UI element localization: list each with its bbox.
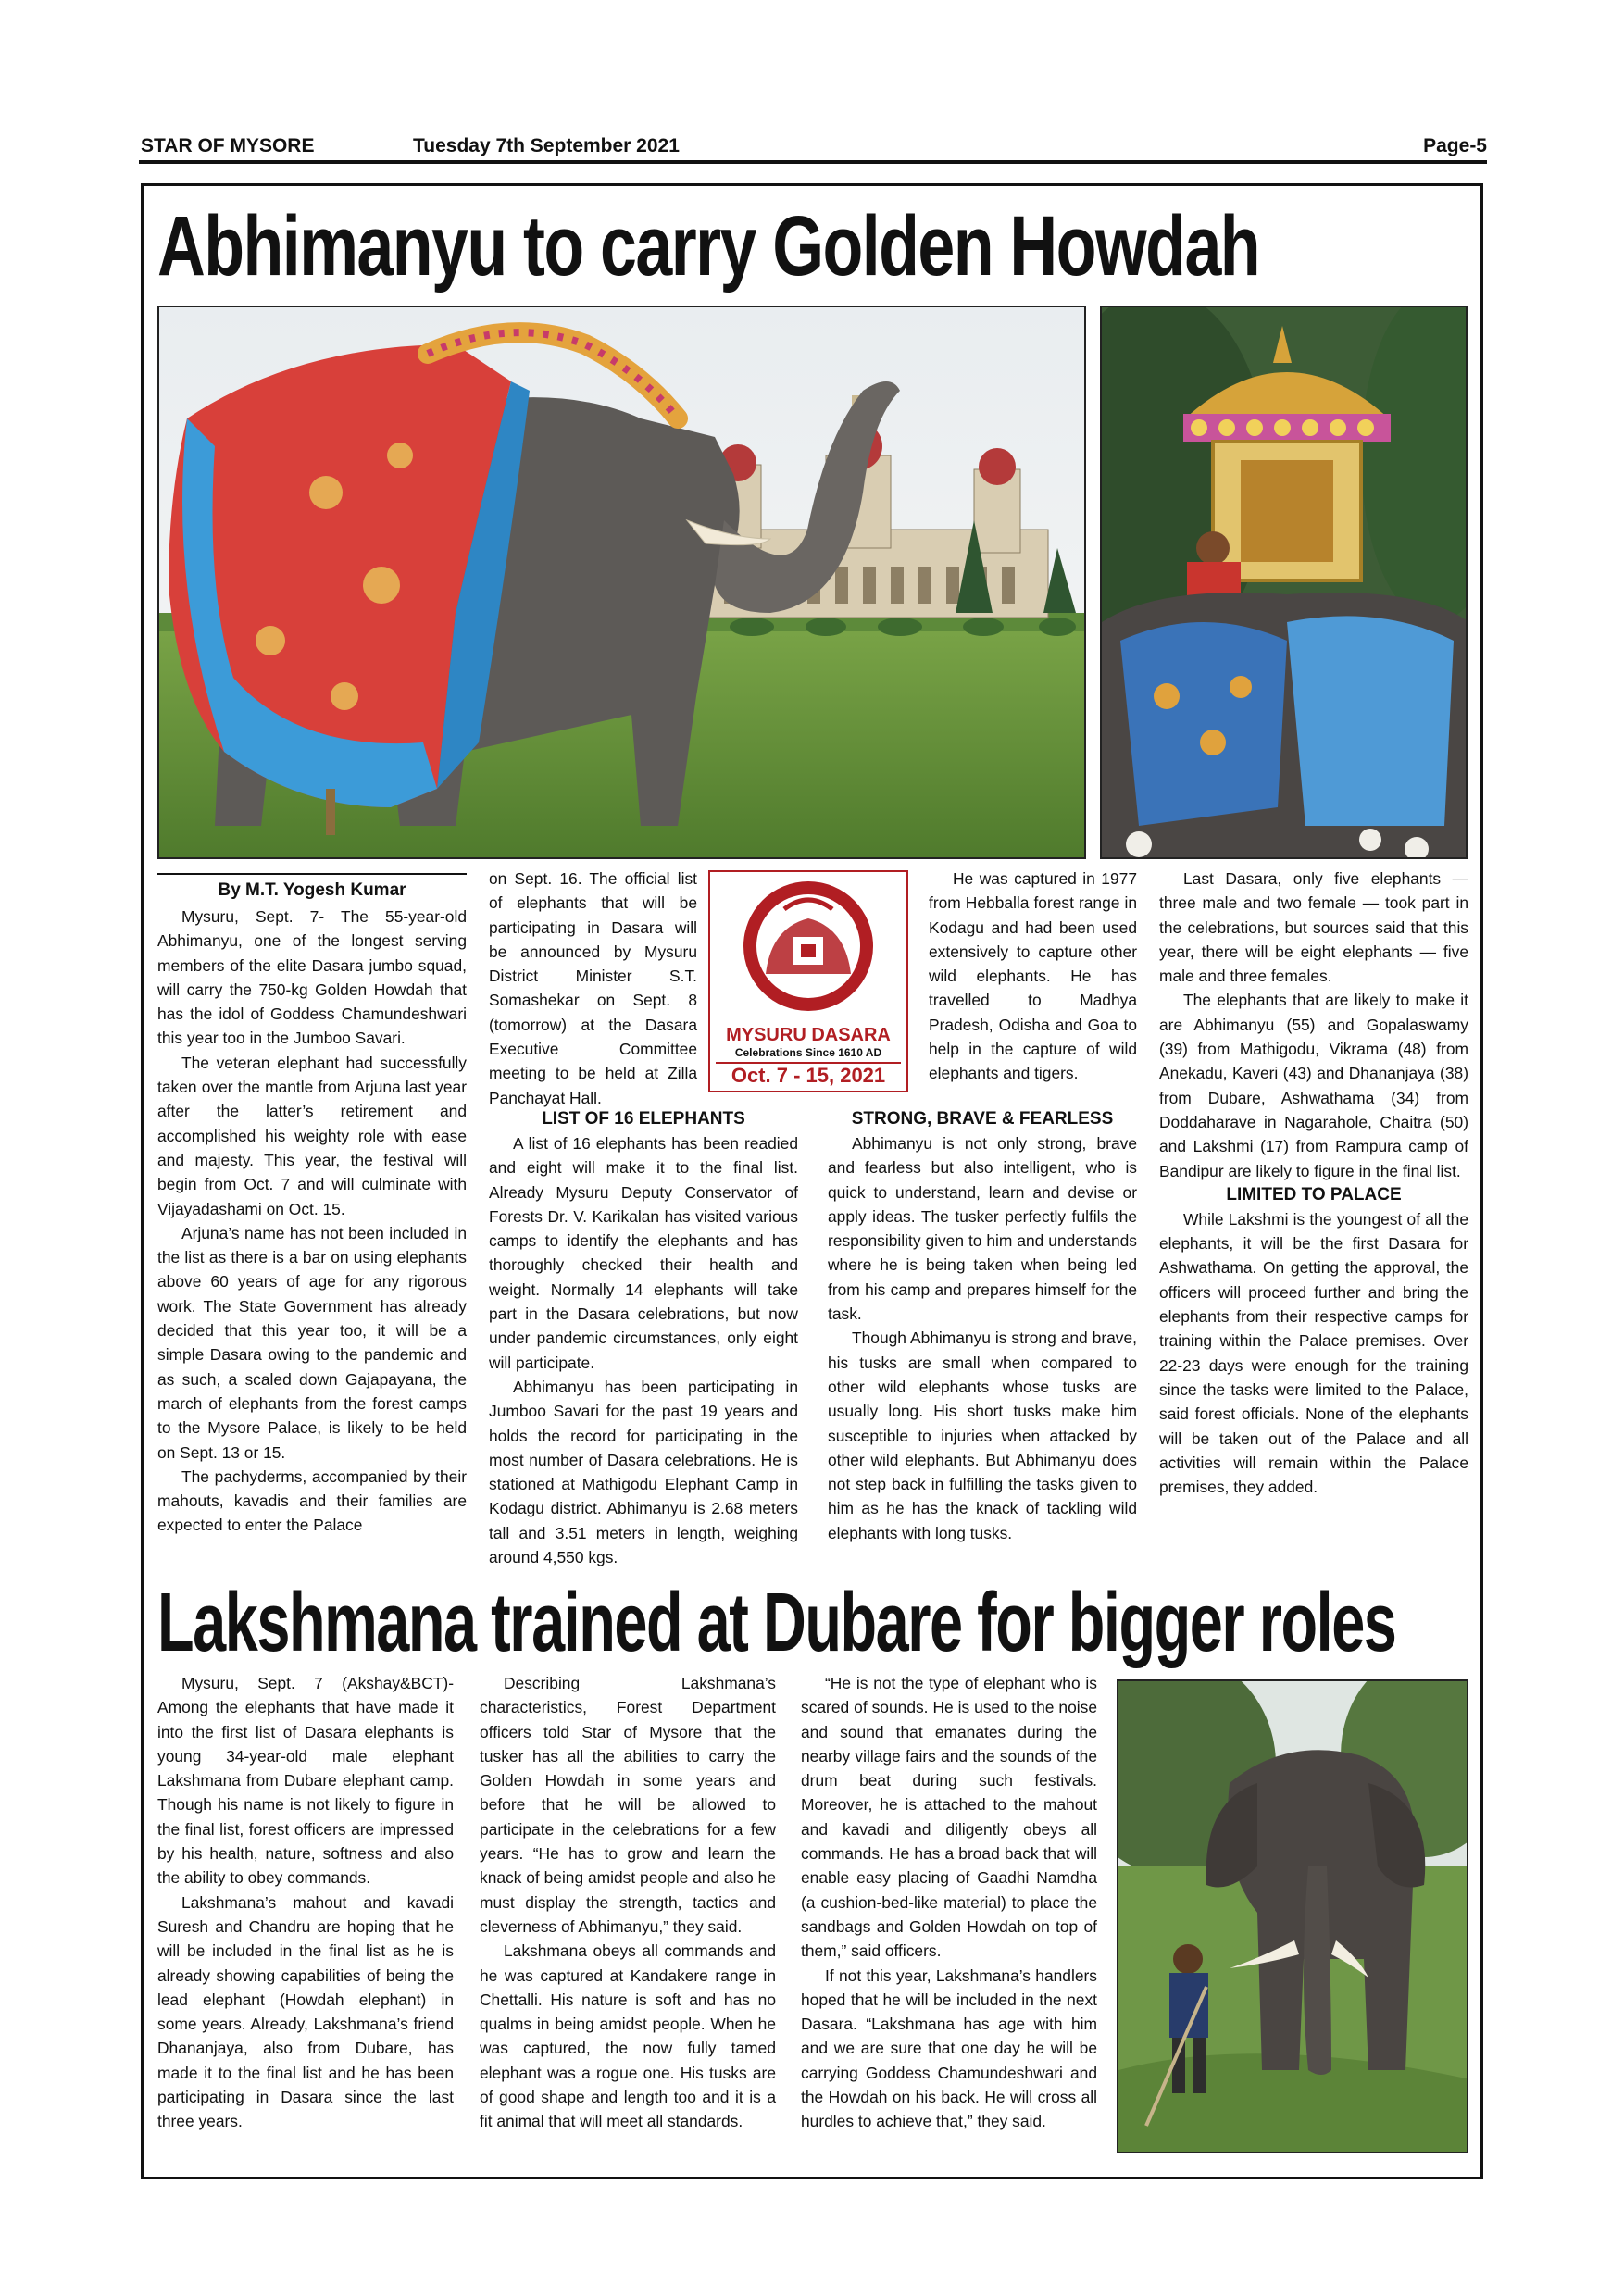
story1-paragraph: Abhimanyu is not only strong, brave and fearless but also intelligent, who is quick to understand, learn and devise or apply ideas. The tusker perfectly fulfils the responsibility given to him and understands where he is being taken when being led from his camp and prepares himself for the task. bbox=[828, 1134, 1137, 1324]
logo-dates: Oct. 7 - 15, 2021 bbox=[716, 1062, 901, 1088]
photo-golden-howdah bbox=[1100, 306, 1468, 859]
story1-paragraph: Abhimanyu has been participating in Jumboo Savari for the past 19 years and holds the record for participating in the most number of Dasara celebrations. He is stationed at Mathigodu Elephant Camp in Kodagu district. Abhimanyu is 2.68 meters tall and 3.51 meters in length, weighing around 4,550 kgs. bbox=[489, 1377, 798, 1567]
story2-paragraph: If not this year, Lakshmana’s handlers hoped that he will be included in the next Dasara. “Lakshmana has age with him and we are sure that one day he will be carrying Goddess Chamundeshwari and the Howdah on his back. He will cross all hurdles to achieve that,” they said. bbox=[801, 1965, 1097, 2131]
story2-column-1 bbox=[157, 1671, 454, 2134]
story1-paragraph: The veteran elephant had successfully taken over the mantle from Arjuna last year after the latter’s retirement and accomplished his weighty role with ease and majesty. This year, the festival will begin from Oct. 7 and will culminate with Vijayadashami on Oct. 15. bbox=[157, 1053, 467, 1218]
logo-name: MYSURU DASARA bbox=[726, 1025, 891, 1045]
photo-abhimanyu-palace bbox=[157, 306, 1086, 859]
masthead-rule bbox=[139, 160, 1487, 164]
story2-paragraph: Lakshmana obeys all commands and he was captured at Kandakere range in Chettalli. His nature is soft and has no qualms in being amidst people. When he was captured, the now fully tamed elephant was a rogue one. His tusks are of good shape and length too and it is a fit animal that will meet all standards. bbox=[480, 1941, 776, 2131]
story1-column-2-top bbox=[489, 867, 697, 1110]
story1-column-3-top bbox=[929, 867, 1137, 1086]
story1-paragraph: A list of 16 elephants has been readied and eight will make it to the final list. Already Mysuru Deputy Conservator of Forests Dr. V. Karikalan has visited various camps to identify the elephants and has thoroughly checked their health and weight. Normally 14 elephants will take part in the Dasara celebrations, but now under pandemic circumstances, only eight will participate. bbox=[489, 1134, 798, 1372]
story1-column-2 bbox=[489, 1107, 798, 1569]
subhead-list-of-16-elephants: LIST OF 16 ELEPHANTS bbox=[542, 1109, 745, 1129]
mysuru-dasara-logo bbox=[708, 870, 908, 1092]
story2-paragraph: Mysuru, Sept. 7 (Akshay&BCT)- Among the elephants that have made it into the first list of Dasara elephants is young 34-year-old male elephant Lakshmana from Dubare elephant camp. Though his name is not likely to figure in the final list, forest officers are impressed by his health, nature, softness and also the ability to obey commands. bbox=[157, 1674, 454, 1888]
headline-lakshmana: Lakshmana trained at Dubare for bigger roles bbox=[157, 1577, 1396, 1669]
story1-paragraph: While Lakshmi is the youngest of all the elephants, it will be the first Dasara for Ashwathama. On getting the approval, the officers will proceed further and bring the elephants from their respective camps for training within the Palace premises. Over 22-23 days were enough for the training since the tasks were limited to the Palace, said forest officials. None of the elephants will be taken out of the Palace and all activities will remain within the Palace premises, they added. bbox=[1159, 1209, 1468, 1497]
subhead-strong-brave-fearless: STRONG, BRAVE & FEARLESS bbox=[851, 1109, 1114, 1129]
story1-paragraph: Last Dasara, only five elephants — three male and two female — took part in the celebrations, but sources said that this year, there will be eight elephants — five male and three females. bbox=[1159, 869, 1468, 986]
story1-paragraph: The elephants that are likely to make it are Abhimanyu (55) and Gopalaswamy (39) from Mathigodu, Vikrama (48) from Anekadu, Kaveri (43) and Dhananjaya (38) from Dubare, Ashwathama (34) from Doddaharave in Nagarahole, Chaitra (50) and Lakshmi (17) from Rampura camp of Bandipur are likely to figure in the final list. bbox=[1159, 991, 1468, 1180]
dasara-elephant-emblem-icon bbox=[710, 872, 906, 1020]
story1-column-1 bbox=[157, 873, 467, 1538]
masthead-date: Tuesday 7th September 2021 bbox=[413, 135, 680, 156]
story2-paragraph: Describing Lakshmana’s characteristics, Forest Department officers told Star of Mysore that the tusker has all the abilities to carry the Golden Howdah in some years and before that he will be allowed to participate in the celebrations for a few years. “He has to grow and learn the knack of being amidst people and also he must display the strength, tactics and cleverness of Abhimanyu,” they said. bbox=[480, 1674, 777, 1936]
headline-abhimanyu: Abhimanyu to carry Golden Howdah bbox=[157, 199, 1260, 293]
story1-paragraph: The pachyderms, accompanied by their mahouts, kavadis and their families are expected to enter the Palace bbox=[157, 1466, 467, 1535]
story2-column-2 bbox=[480, 1671, 776, 2134]
story1-paragraph: on Sept. 16. The official list of elephants that will be participating in Dasara will be announced by Mysuru District Minister S.T. Somashekar on Sept. 8 (tomorrow) at the Dasara Executive Committee meeting to be held at Zilla Panchayat Hall. bbox=[489, 869, 697, 1107]
story2-paragraph: “He is not the type of elephant who is scared of sounds. He is used to the noise and sound that emanates during the nearby village fairs and the sounds of the drum beat during such festivals. Moreover, he is attached to the mahout and kavadi and diligently obeys all commands. He has a broad back that will enable easy placing of Gaadhi Namdha (a cushion-bed-like material) to place the sandbags and Golden Howdah on top of them,” said officers. bbox=[801, 1674, 1097, 1961]
photo-lakshmana-mahout bbox=[1117, 1679, 1468, 2153]
story2-column-3 bbox=[801, 1671, 1097, 2134]
masthead-page: Page-5 bbox=[1423, 135, 1487, 156]
story1-paragraph: He was captured in 1977 from Hebballa forest range in Kodagu and had been used extensively to capture other wild elephants. He has travelled to Madhya Pradesh, Odisha and Goa to help in the capture of wild elephants and tigers. bbox=[929, 869, 1137, 1083]
masthead-paper: STAR OF MYSORE bbox=[141, 135, 315, 156]
subhead-limited-to-palace: LIMITED TO PALACE bbox=[1226, 1184, 1402, 1204]
story1-paragraph: Arjuna’s name has not been included in the list as there is a bar on using elephants above 60 years of age for any rigorous work. The State Government has already decided that this year too, it will be a simple Dasara owing to the pandemic and as such, a scaled down Gajapayana, the march of elephants from the forest camps to the Mysore Palace, is likely to be held on Sept. 13 or 15. bbox=[157, 1223, 467, 1462]
logo-tagline: Celebrations Since 1610 AD bbox=[734, 1046, 882, 1059]
story1-paragraph: Though Abhimanyu is strong and brave, his tusks are small when compared to other wild elephants whose tusks are usually long. His short tusks make him susceptible to injuries when attacked by other wild elephants. But Abhimanyu does not step back in fulfilling the tasks given to him as he has the knack of tackling wild elephants with long tusks. bbox=[828, 1329, 1137, 1542]
story1-column-3 bbox=[828, 1107, 1137, 1545]
story1-paragraph: Mysuru, Sept. 7- The 55-year-old Abhimanyu, one of the longest serving members of the elite Dasara jumbo squad, will carry the 750-kg Golden Howdah that has the idol of Goddess Chamundeshwari this year too in the Jumboo Savari. bbox=[157, 907, 467, 1048]
story1-column-4 bbox=[1159, 867, 1468, 1499]
byline: By M.T. Yogesh Kumar bbox=[157, 873, 467, 903]
story2-paragraph: Lakshmana’s mahout and kavadi Suresh and Chandru are hoping that he will be included in the final list as he is already showing capabilities of being the lead elephant (Howdah elephant) in some years. Already, Lakshmana’s friend Dhananjaya, also from Dubare, has made it to the final list and he has been participating in Dasara since the last three years. bbox=[157, 1892, 454, 2131]
